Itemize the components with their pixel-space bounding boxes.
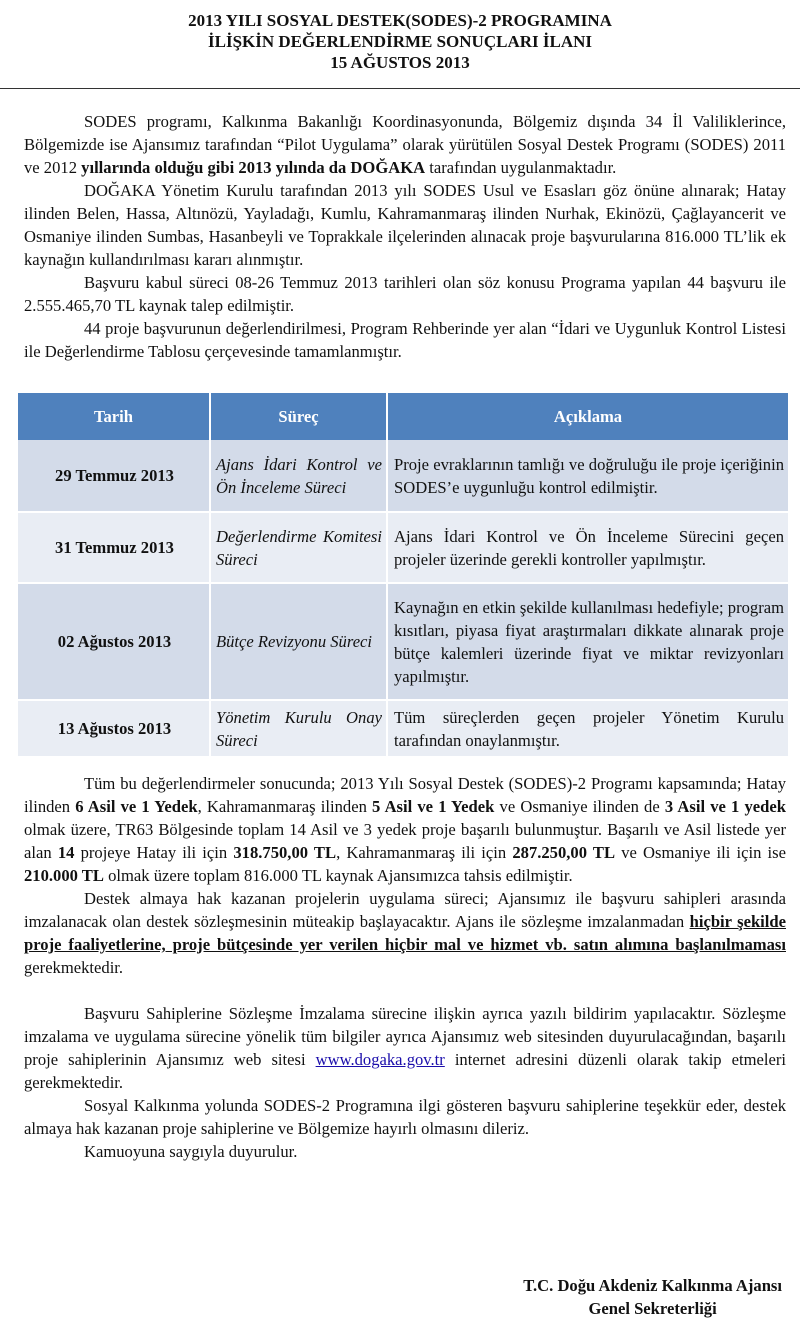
- results-text: ve Osmaniye ili için ise: [615, 843, 786, 862]
- thanks-paragraph: Sosyal Kalkınma yolunda SODES-2 Programına ilgi gösteren başvuru sahiplerine teşekkür eder, destek almaya hak kazanan proje sahiplerine ve Bölgemize hayırlı olmasını dileriz.: [24, 1096, 786, 1138]
- intro-p1-bold: yıllarında olduğu gibi 2013 yılında da DOĞAKA: [81, 158, 426, 177]
- row-process: Ajans İdari Kontrol ve Ön İnceleme Süreci: [210, 440, 387, 512]
- title-line-2: İLİŞKİN DEĞERLENDİRME SONUÇLARI İLANI: [208, 32, 592, 51]
- signature-block: [523, 1274, 782, 1320]
- support-warning: hiçbir şekilde proje faaliyetlerine, proje bütçesinde yer verilen hiçbir mal ve hizmet vb. satın alımına başlanılmaması: [24, 912, 786, 954]
- website-link[interactable]: www.dogaka.gov.tr: [315, 1050, 445, 1069]
- signature-office: Genel Sekreterliği: [588, 1299, 717, 1318]
- results-osmaniye-count: 3 Asil ve 1 yedek: [664, 797, 786, 816]
- row-process: Bütçe Revizyonu Süreci: [210, 583, 387, 700]
- table-row: [18, 512, 788, 583]
- results-paragraph: [24, 772, 786, 887]
- spacer: [24, 979, 786, 1002]
- results-osmaniye-amount: 210.000 TL: [24, 866, 104, 885]
- support-text-tail: gerekmektedir.: [24, 958, 124, 977]
- results-project-count: 14: [57, 843, 75, 862]
- row-description: Tüm süreçlerden geçen projeler Yönetim Kurulu tarafından onaylanmıştır.: [387, 700, 788, 757]
- process-table: [18, 393, 788, 758]
- results-text: , Kahramanmaraş ili için: [336, 843, 513, 862]
- table-row: [18, 440, 788, 512]
- results-text: projeye Hatay ili için: [74, 843, 234, 862]
- row-date: 13 Ağustos 2013: [18, 700, 210, 757]
- results-text: Tüm bu değerlendirmeler sonucunda; 2013 Yılı Sosyal Destek (SODES)-2 Programı kapsamında; Hatay ilinden: [24, 774, 786, 816]
- title-line-1: 2013 YILI SOSYAL DESTEK(SODES)-2 PROGRAMINA: [188, 11, 612, 30]
- table-header-row: [18, 393, 788, 440]
- results-text: olmak üzere, TR63 Bölgesinde toplam 14 Asil ve 3 yedek proje başarılı bulunmuştur. Başarılı ve Asil listede yer alan: [24, 820, 786, 862]
- row-date: 29 Temmuz 2013: [18, 440, 210, 512]
- title-date: 15 AĞUSTOS 2013: [330, 53, 470, 72]
- results-kahramanmaras-count: 5 Asil ve 1 Yedek: [372, 797, 495, 816]
- announcement-title: [0, 0, 800, 73]
- column-header-date: Tarih: [18, 393, 210, 440]
- signature-agency: T.C. Doğu Akdeniz Kalkınma Ajansı: [523, 1276, 782, 1295]
- support-text: Destek almaya hak kazanan projelerin uygulama süreci; Ajansımız ile başvuru sahipleri arasında imzalanacak olan destek sözleşmesinin müteakip başlayacaktır. Ajans ile sözleşme imzalanmadan: [24, 889, 786, 931]
- contract-text-tail: internet adresini düzenli olarak takip etmeleri gerekmektedir.: [24, 1050, 786, 1092]
- support-paragraph: [24, 887, 786, 979]
- results-text: olmak üzere toplam 816.000 TL kaynak Ajansımızca tahsis edilmiştir.: [103, 866, 573, 885]
- results-hatay-count: 6 Asil ve 1 Yedek: [75, 797, 198, 816]
- header-divider: [0, 88, 800, 89]
- row-process: Değerlendirme Komitesi Süreci: [210, 512, 387, 583]
- column-header-description: Açıklama: [387, 393, 788, 440]
- table-row: [18, 583, 788, 700]
- row-description: Ajans İdari Kontrol ve Ön İnceleme Sürecini geçen projeler üzerinde gerekli kontroller yapılmıştır.: [387, 512, 788, 583]
- intro-paragraph-3: Başvuru kabul süreci 08-26 Temmuz 2013 tarihleri olan söz konusu Programa yapılan 44 başvuru ile 2.555.465,70 TL kaynak talep edilmiştir.: [24, 273, 786, 315]
- row-description: Kaynağın en etkin şekilde kullanılması hedefiyle; program kısıtları, piyasa fiyat araştırmaları dikkate alınarak proje bütçe kalemleri üzerinde fiyat ve miktar revizyonları yapılmıştır.: [387, 583, 788, 700]
- row-date: 02 Ağustos 2013: [18, 583, 210, 700]
- intro-paragraph-1: [24, 110, 786, 179]
- results-text: , Kahramanmaraş ilinden: [197, 797, 373, 816]
- results-text: ve Osmaniye ilinden de: [494, 797, 665, 816]
- contract-text: Başvuru Sahiplerine Sözleşme İmzalama sürecine ilişkin ayrıca yazılı bildirim yapılacaktır. Sözleşme imzalama ve uygulama sürecine yönelik tüm bilgiler ayrıca Ajansımız web sitesinden duyurulacağından, başarılı proje sahiplerinin Ajansımız web sitesi: [24, 1004, 786, 1069]
- closing-line: Kamuoyuna saygıyla duyurulur.: [84, 1142, 298, 1161]
- results-kahramanmaras-amount: 287.250,00 TL: [512, 843, 616, 862]
- intro-paragraph-2: DOĞAKA Yönetim Kurulu tarafından 2013 yılı SODES Usul ve Esasları göz önüne alınarak; Hatay ilinden Belen, Hassa, Altınözü, Yayladağı, Kumlu, Kahramanmaraş ilinden Nurhak, Ekinözü, Çağlayancerit ve Osmaniye ilinden Sumbas, Hasanbeyli ve Toprakkale ilçelerinden alınacak proje başvurularına 816.000 TL’lik ek kaynağın kullandırılması kararı alınmıştır.: [24, 181, 786, 269]
- process-table-wrapper: [18, 393, 788, 758]
- intro-p1-text: SODES programı, Kalkınma Bakanlığı Koordinasyonunda, Bölgemiz dışında 34 İl Valiliklerince, Bölgemizde ise Ajansımız tarafından “Pilot Uygulama” olarak yürütülen Sosyal Destek Programı (SODES) 2011 ve 2012: [24, 112, 786, 177]
- intro-paragraph-4: 44 proje başvurunun değerlendirilmesi, Program Rehberinde yer alan “İdari ve Uygunluk Kontrol Listesi ile Değerlendirme Tablosu çerçevesinde tamamlanmıştır.: [24, 319, 786, 361]
- table-row: [18, 700, 788, 757]
- document-body: [24, 110, 786, 1163]
- contract-paragraph: [24, 1002, 786, 1094]
- column-header-process: Süreç: [210, 393, 387, 440]
- row-date: 31 Temmuz 2013: [18, 512, 210, 583]
- row-process: Yönetim Kurulu Onay Süreci: [210, 700, 387, 757]
- intro-p1-tail: tarafından uygulanmaktadır.: [425, 158, 617, 177]
- row-description: Proje evraklarının tamlığı ve doğruluğu ile proje içeriğinin SODES’e uygunluğu kontrol edilmiştir.: [387, 440, 788, 512]
- results-hatay-amount: 318.750,00 TL: [233, 843, 337, 862]
